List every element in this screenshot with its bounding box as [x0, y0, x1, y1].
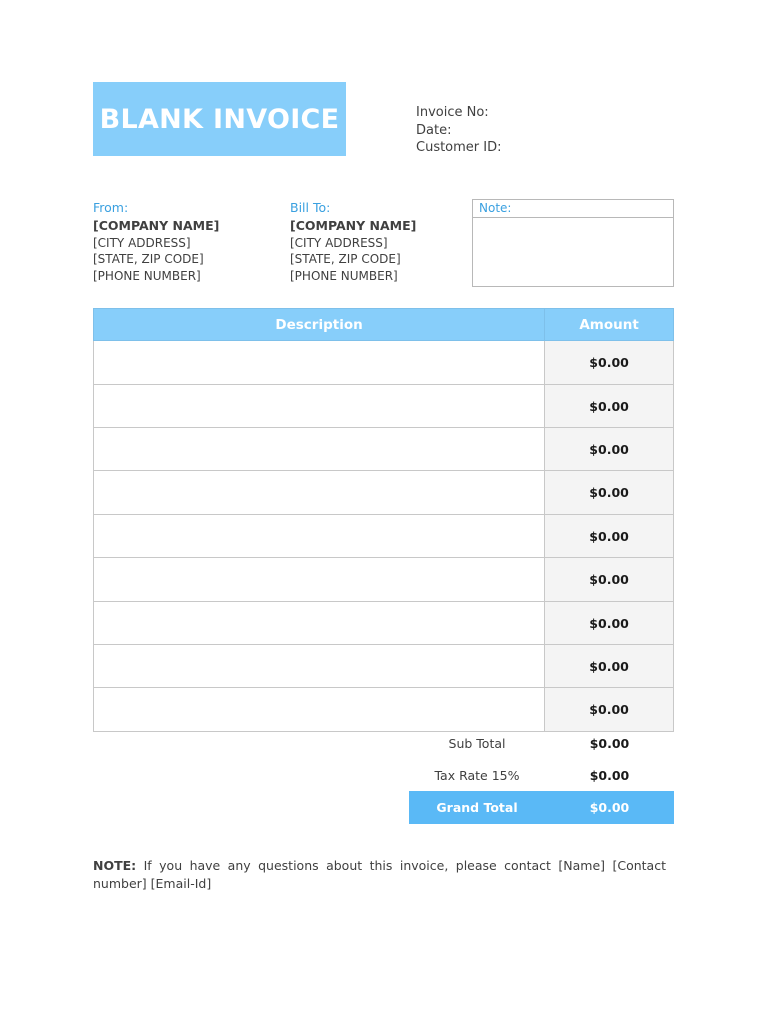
- table-row: [94, 515, 674, 558]
- description-cell[interactable]: [94, 385, 545, 428]
- subtotal-label: Sub Total: [448, 735, 506, 751]
- grand-total-value: $0.00: [589, 800, 630, 815]
- bill-to-state: [STATE, ZIP CODE]: [290, 252, 401, 267]
- amount-cell: $0.00: [545, 688, 674, 732]
- description-cell[interactable]: [94, 515, 545, 558]
- tax-label: Tax Rate 15%: [434, 767, 520, 783]
- description-cell[interactable]: [94, 341, 545, 385]
- from-state: [STATE, ZIP CODE]: [93, 252, 204, 267]
- table-row: [94, 602, 674, 645]
- description-cell[interactable]: [94, 688, 545, 732]
- footnote-prefix: NOTE:: [93, 858, 137, 873]
- table-row: [94, 645, 674, 688]
- tax-row: [409, 759, 674, 791]
- bill-to-company: [COMPANY NAME]: [290, 217, 417, 233]
- from-section: [93, 200, 219, 285]
- description-cell[interactable]: [94, 602, 545, 645]
- amount-header: Amount: [545, 309, 674, 341]
- tax-value: $0.00: [589, 767, 630, 783]
- amount-cell: $0.00: [545, 428, 674, 471]
- customer-id-label: Customer ID:: [416, 140, 502, 155]
- grand-total-label: Grand Total: [436, 800, 518, 815]
- description-cell[interactable]: [94, 645, 545, 688]
- table-row: [94, 558, 674, 602]
- note-label: Note:: [473, 200, 673, 218]
- invoice-no-label: Invoice No:: [416, 105, 489, 120]
- amount-cell: $0.00: [545, 602, 674, 645]
- footnote: [93, 857, 666, 892]
- description-cell[interactable]: [94, 471, 545, 515]
- table-header-row: [94, 309, 674, 341]
- bill-to-city: [CITY ADDRESS]: [290, 235, 388, 250]
- from-phone: [PHONE NUMBER]: [93, 269, 201, 284]
- table-row: [94, 428, 674, 471]
- description-cell[interactable]: [94, 558, 545, 602]
- from-company: [COMPANY NAME]: [93, 217, 220, 233]
- from-label: From:: [93, 200, 129, 215]
- bill-to-phone: [PHONE NUMBER]: [290, 269, 398, 284]
- date-label: Date:: [416, 122, 452, 138]
- invoice-meta: [416, 104, 502, 157]
- amount-cell: $0.00: [545, 471, 674, 515]
- invoice-title: BLANK INVOICE: [93, 82, 346, 156]
- description-cell[interactable]: [94, 428, 545, 471]
- amount-cell: $0.00: [545, 341, 674, 385]
- table-row: [94, 341, 674, 385]
- footnote-text: If you have any questions about this invoice, please contact [Name] [Contact number] [Email-Id]: [93, 858, 666, 891]
- amount-cell: $0.00: [545, 515, 674, 558]
- amount-cell: $0.00: [545, 558, 674, 602]
- subtotal-value: $0.00: [589, 735, 630, 751]
- note-box[interactable]: [472, 199, 674, 287]
- amount-cell: $0.00: [545, 385, 674, 428]
- grand-total-row: [409, 791, 674, 824]
- bill-to-label: Bill To:: [290, 200, 331, 215]
- table-row: [94, 471, 674, 515]
- amount-cell: $0.00: [545, 645, 674, 688]
- items-table: [93, 308, 674, 732]
- from-city: [CITY ADDRESS]: [93, 235, 191, 250]
- table-row: [94, 385, 674, 428]
- bill-to-section: [290, 200, 416, 285]
- table-row: [94, 688, 674, 732]
- subtotal-row: [409, 727, 674, 759]
- description-header: Description: [94, 309, 545, 341]
